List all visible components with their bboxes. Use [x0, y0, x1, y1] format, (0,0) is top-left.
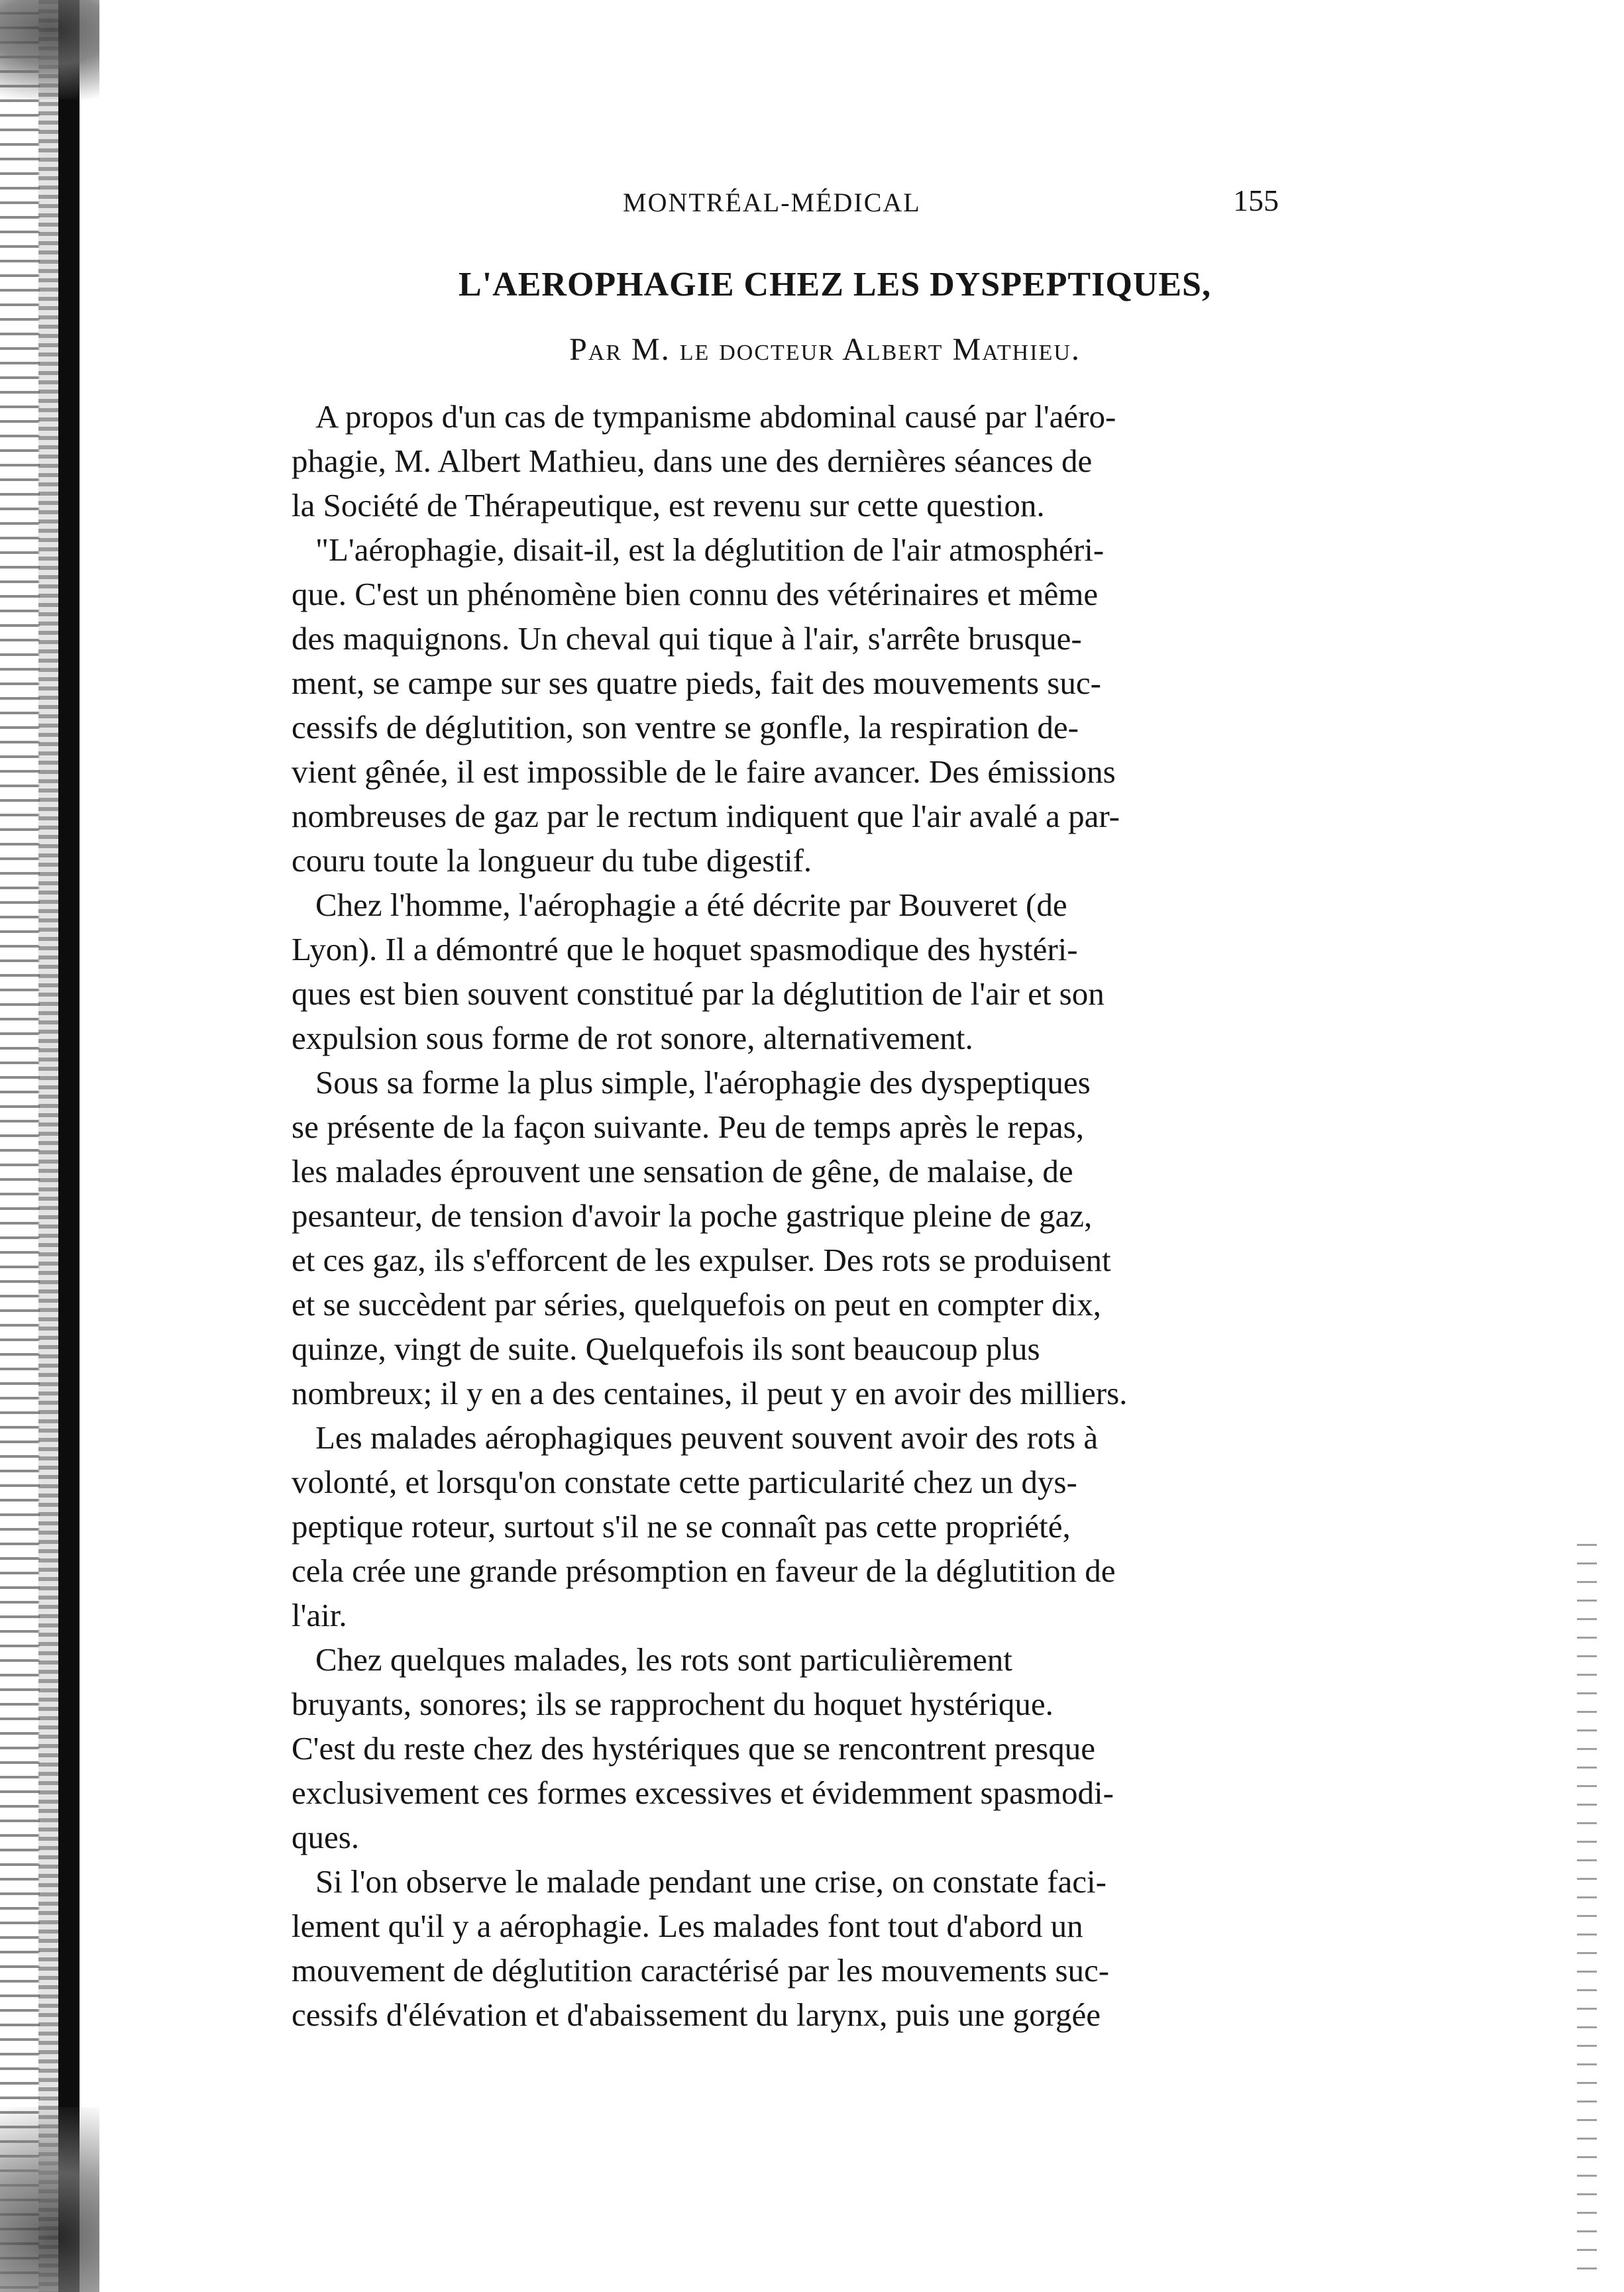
article-byline: Par M. le docteur Albert Mathieu. — [569, 332, 1081, 367]
running-head: MONTRÉAL-MÉDICAL — [623, 188, 921, 217]
article-title: L'AEROPHAGIE CHEZ LES DYSPEPTIQUES, — [459, 266, 1211, 303]
scan-speckle — [1577, 1544, 1597, 2273]
paragraph: Chez l'homme, l'aérophagie a été décrite par Bouveret (de Lyon). Il a démontré que le hoquet spasmodique des hystéri- ques est bien souvent constitué par la déglutition de l'air et son expulsion sous forme de rot sonore, alternativement. — [292, 887, 1105, 1056]
paragraph: "L'aérophagie, disait-il, est la déglutition de l'air atmosphéri- que. C'est un phénomène bien connu des vétérinaires et même des maquignons. Un cheval qui tique à l'air, s'arrête brusque- ment, se campe sur ses quatre pieds, fait des mouvements suc- cessifs de déglutition, son ventre se gonfle, la respiration de- vient gênée, il est impossible de le faire avancer. Des émissions nombreuses de gaz par le rectum indiquent que l'air avalé a par- couru toute la longueur du tube digestif. — [292, 531, 1120, 879]
paragraph: Sous sa forme la plus simple, l'aérophagie des dyspeptiques se présente de la façon suivante. Peu de temps après le repas, les malades éprouvent une sensation de gêne, de malaise, de pesanteur, de tension d'avoir la poche gastrique pleine de gaz, et ces gaz, ils s'efforcent de les expulser. Des rots se produisent et se succèdent par séries, quelquefois on peut en compter dix, quinze, vingt de suite. Quelquefois ils sont beaucoup plus nombreux; il y en a des centaines, il peut y en avoir des milliers. — [292, 1064, 1128, 1411]
paragraph: Chez quelques malades, les rots sont particulièrement bruyants, sonores; ils se rapprochent du hoquet hystérique. C'est du reste chez des hystériques que se rencontrent presque exclusivement ces formes excessives et évidemment spasmodi- ques. — [292, 1641, 1114, 1855]
paragraph: Les malades aérophagiques peuvent souvent avoir des rots à volonté, et lorsqu'on constate cette particularité chez un dys- peptique roteur, surtout s'il ne se connaît pas cette propriété, cela crée une grande présomption en faveur de la déglutition de l'air. — [292, 1419, 1116, 1633]
binding-gutter — [58, 0, 80, 2292]
paragraph: Si l'on observe le malade pendant une crise, on constate faci- lement qu'il y a aérophagie. Les malades font tout d'abord un mouvement de déglutition caractérisé par les mouvements suc- cessifs d'élévation et d'abaissement du larynx, puis une gorgée — [292, 1863, 1110, 2033]
page-number: 155 — [1233, 184, 1279, 217]
page-header — [292, 184, 1279, 227]
binding-top-smudge — [0, 0, 99, 99]
paragraph: A propos d'un cas de tympanisme abdominal causé par l'aéro- phagie, M. Albert Mathieu, dans une des dernières séances de la Société de Thérapeutique, est revenu sur cette question. — [292, 398, 1116, 523]
page-binding-edge — [0, 0, 99, 2292]
binding-shadow — [38, 0, 58, 2292]
binding-bottom-smudge — [0, 2107, 99, 2292]
binding-paper-edge — [0, 0, 40, 2292]
article-body — [292, 394, 1279, 2037]
